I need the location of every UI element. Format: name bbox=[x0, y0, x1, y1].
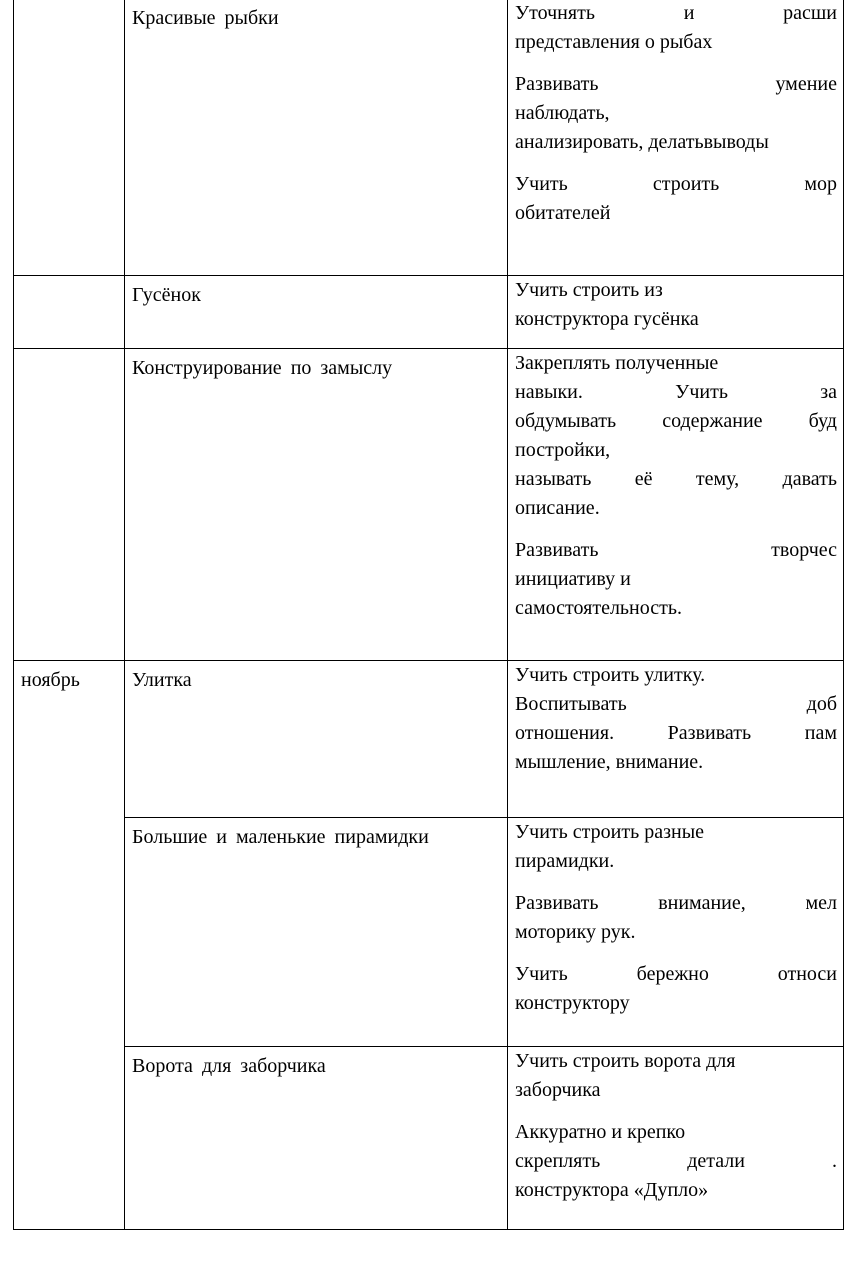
goal-paragraph bbox=[515, 536, 836, 623]
goal-line bbox=[515, 70, 837, 99]
goal-paragraph bbox=[515, 661, 836, 777]
goal-word: Развивать bbox=[515, 73, 599, 95]
goal-word: обдумывать bbox=[515, 410, 617, 432]
goal-line: постройки, bbox=[515, 439, 611, 461]
goal-line: наблюдать, bbox=[515, 102, 610, 124]
goal-word: скреплять bbox=[515, 1150, 601, 1172]
goal-word: относи bbox=[777, 963, 837, 985]
goal-word: навыки. bbox=[515, 381, 583, 403]
goal-line: Закреплять полученные bbox=[515, 352, 719, 374]
goal-paragraph bbox=[515, 960, 836, 1018]
month-cell bbox=[14, 661, 125, 1230]
goal-line: конструктору bbox=[515, 992, 630, 1014]
goal-line: Учить строить ворота для bbox=[515, 1050, 736, 1072]
goal-word: пам bbox=[804, 722, 837, 744]
topic-title: Гусёнок bbox=[132, 284, 201, 306]
goal-line: описание. bbox=[515, 497, 600, 519]
table-row bbox=[14, 661, 844, 818]
goal-word: Учить bbox=[675, 381, 728, 403]
topic-title: Улитка bbox=[132, 669, 192, 691]
goal-word: Развивать bbox=[515, 539, 599, 561]
goal-word: её bbox=[634, 468, 653, 490]
goal-line bbox=[515, 719, 837, 748]
goal-line: моторику рук. bbox=[515, 921, 636, 943]
goal-paragraph bbox=[515, 0, 836, 57]
goal-line bbox=[515, 960, 837, 989]
goal-line: Учить строить улитку. bbox=[515, 664, 706, 686]
topic-title: Большие и маленькие пирамидки bbox=[132, 826, 429, 848]
month-cell bbox=[14, 276, 125, 349]
goal-line bbox=[515, 0, 837, 28]
goal-line: пирамидки. bbox=[515, 850, 615, 872]
goal-word: Учить bbox=[515, 173, 568, 195]
goal-word: внимание, bbox=[658, 892, 746, 914]
goal-line bbox=[515, 170, 837, 199]
goals-cell bbox=[508, 818, 844, 1047]
topic-cell bbox=[125, 0, 508, 276]
goal-line bbox=[515, 465, 837, 494]
table-row bbox=[14, 1047, 844, 1230]
goal-word: . bbox=[832, 1150, 837, 1172]
goal-line: инициативу и bbox=[515, 568, 631, 590]
table-row bbox=[14, 349, 844, 661]
goal-line bbox=[515, 690, 837, 719]
goal-word: бережно bbox=[636, 963, 709, 985]
goal-paragraph bbox=[515, 1118, 836, 1205]
goal-word: мел bbox=[805, 892, 837, 914]
goal-paragraph bbox=[515, 349, 836, 523]
goal-word: Развивать bbox=[667, 722, 752, 744]
goal-line: Аккуратно и крепко bbox=[515, 1121, 686, 1143]
topic-title: Конструирование по замыслу bbox=[132, 357, 393, 379]
goal-word: расши bbox=[783, 2, 837, 24]
goal-line: конструктора гусёнка bbox=[515, 308, 699, 330]
topic-cell bbox=[125, 661, 508, 818]
goal-word: Развивать bbox=[515, 892, 599, 914]
goal-paragraph bbox=[515, 889, 836, 947]
goal-line: обитателей bbox=[515, 202, 611, 224]
goal-line: анализировать, делатьвыводы bbox=[515, 131, 769, 153]
goal-paragraph bbox=[515, 1047, 836, 1105]
table-row bbox=[14, 276, 844, 349]
goals-cell bbox=[508, 276, 844, 349]
goal-paragraph bbox=[515, 170, 836, 228]
goal-paragraph bbox=[515, 70, 836, 157]
goal-word: мор bbox=[804, 173, 837, 195]
goal-line bbox=[515, 536, 837, 565]
goal-word: умение bbox=[775, 73, 837, 95]
month-cell bbox=[14, 0, 125, 276]
goal-word: Воспитывать bbox=[515, 693, 627, 715]
goal-paragraph bbox=[515, 276, 836, 334]
topic-title: Красивые рыбки bbox=[132, 7, 279, 29]
goals-cell bbox=[508, 0, 844, 276]
goal-line: представления о рыбах bbox=[515, 31, 713, 53]
goal-word: за bbox=[820, 381, 837, 403]
topic-cell bbox=[125, 1047, 508, 1230]
goal-word: творчес bbox=[771, 539, 837, 561]
topic-cell bbox=[125, 818, 508, 1047]
goal-word: называть bbox=[515, 468, 592, 490]
goal-line: Учить строить разные bbox=[515, 821, 705, 843]
goal-line bbox=[515, 378, 837, 407]
goal-word: буд bbox=[808, 410, 837, 432]
goal-word: строить bbox=[652, 173, 720, 195]
topic-title: Ворота для заборчика bbox=[132, 1055, 326, 1077]
goals-cell bbox=[508, 349, 844, 661]
goal-word: тему, bbox=[695, 468, 740, 490]
month-cell bbox=[14, 349, 125, 661]
goal-line bbox=[515, 889, 837, 918]
goal-word: детали bbox=[687, 1150, 745, 1172]
goal-word: Учить bbox=[515, 963, 568, 985]
goal-line bbox=[515, 1147, 837, 1176]
table-row bbox=[14, 818, 844, 1047]
lesson-plan-table bbox=[13, 0, 844, 1230]
goals-cell bbox=[508, 1047, 844, 1230]
month-label: ноябрь bbox=[21, 669, 80, 691]
goal-line: мышление, внимание. bbox=[515, 751, 704, 773]
goal-word: отношения. bbox=[515, 722, 615, 744]
goal-line: конструктора «Дупло» bbox=[515, 1179, 709, 1201]
goal-word: содержание bbox=[662, 410, 763, 432]
goal-word: и bbox=[683, 2, 695, 24]
goal-line: Учить строить из bbox=[515, 279, 663, 301]
goal-word: давать bbox=[782, 468, 837, 490]
goal-paragraph bbox=[515, 818, 836, 876]
goals-cell bbox=[508, 661, 844, 818]
topic-cell bbox=[125, 349, 508, 661]
goal-line bbox=[515, 407, 837, 436]
topic-cell bbox=[125, 276, 508, 349]
table-row bbox=[14, 0, 844, 276]
goal-line: заборчика bbox=[515, 1079, 601, 1101]
goal-word: доб bbox=[806, 693, 837, 715]
goal-word: Уточнять bbox=[515, 2, 595, 24]
goal-line: самостоятельность. bbox=[515, 597, 682, 619]
